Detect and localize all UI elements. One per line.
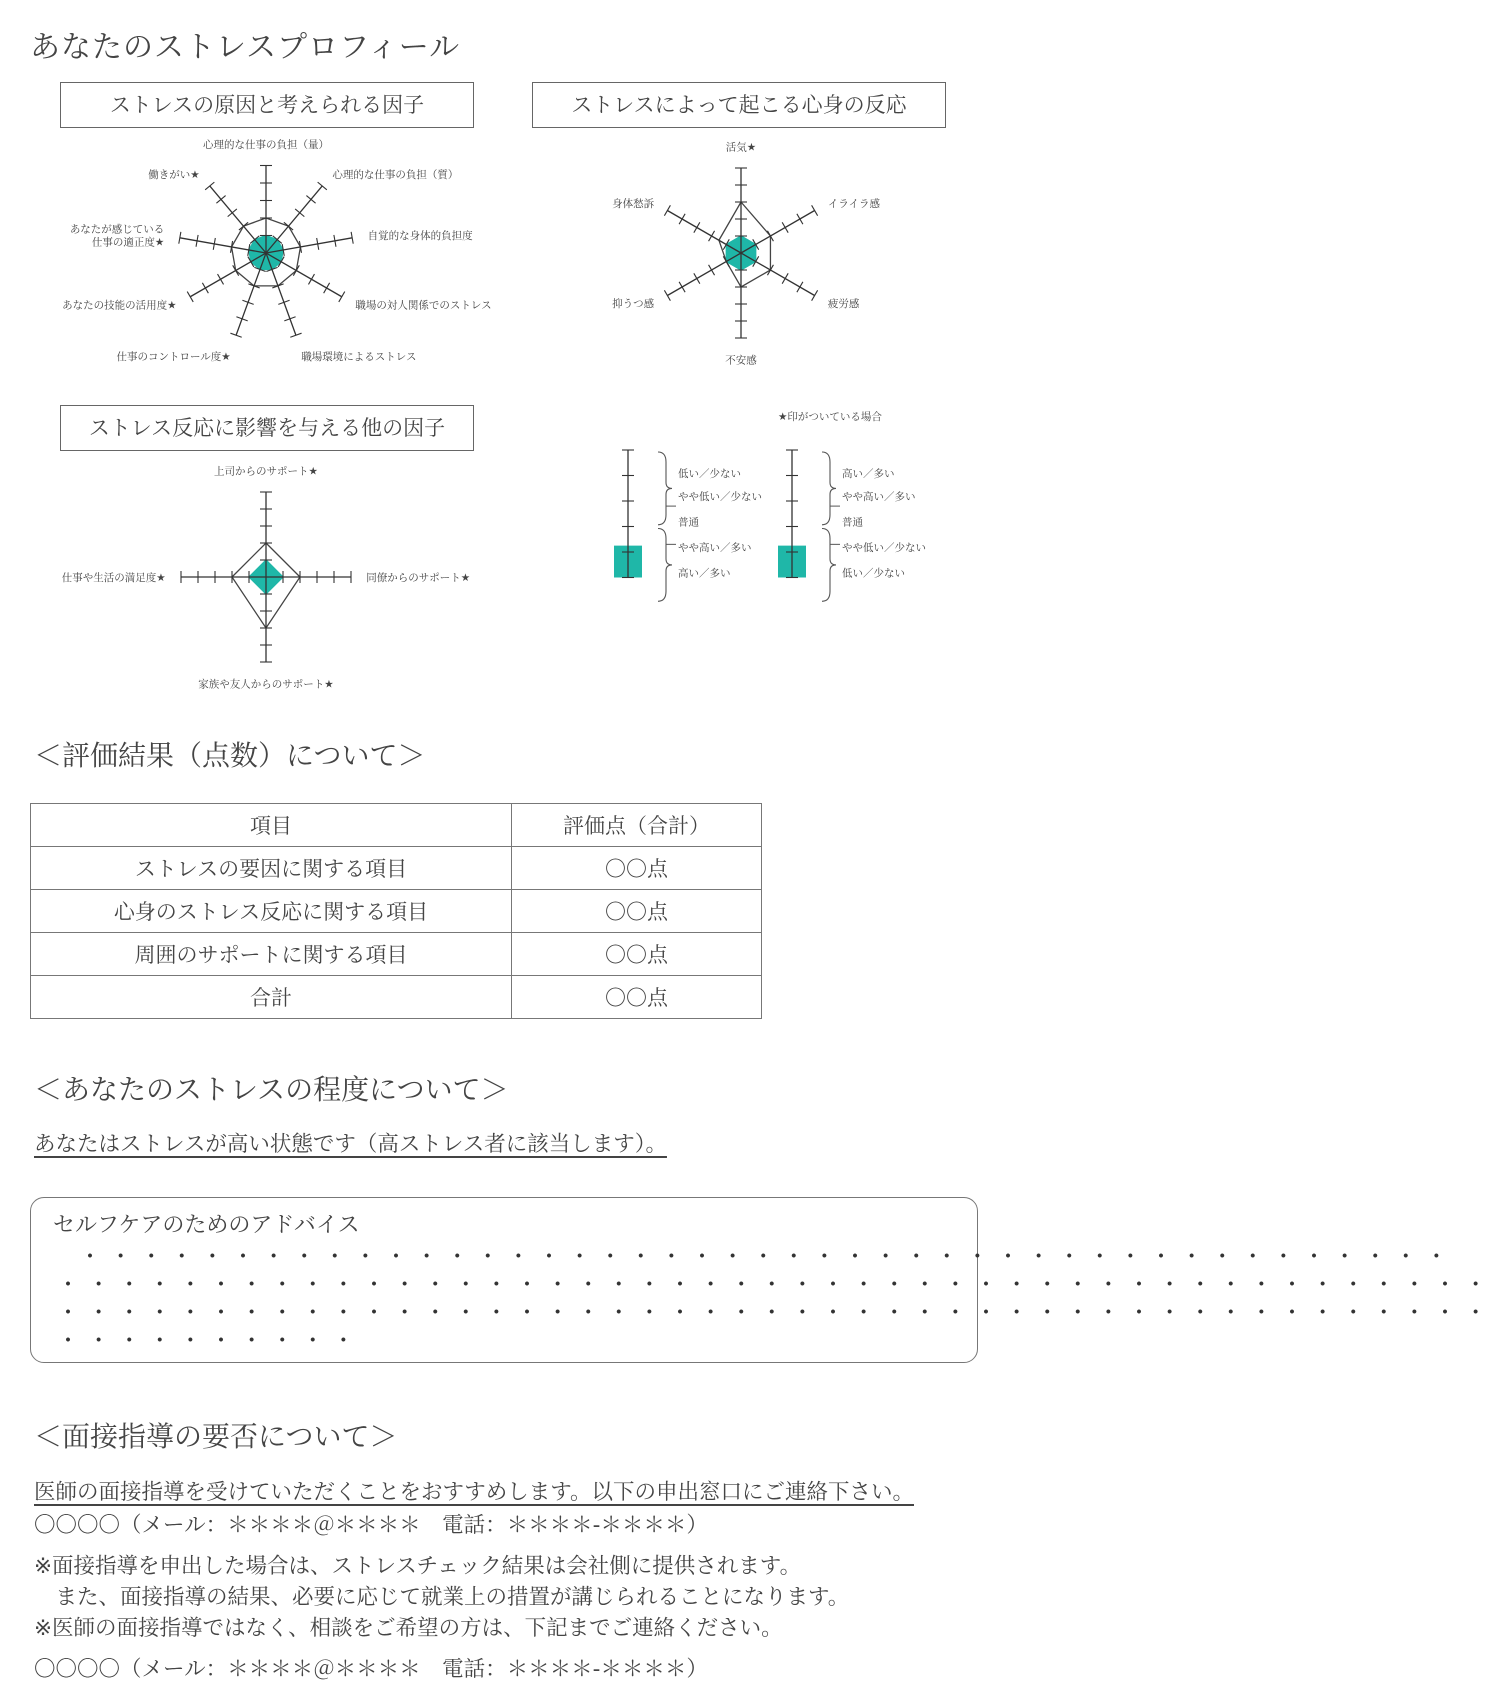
- axis-label: 仕事のコントロール度★: [116, 351, 231, 364]
- axis-line: [741, 253, 815, 296]
- axis-label: 不安感: [725, 354, 757, 367]
- axis-tick: [308, 274, 314, 284]
- axis-tick: [709, 265, 715, 275]
- table-cell-item: ストレスの要因に関する項目: [31, 847, 512, 890]
- axis-label: 自覚的な身体的負担度: [367, 230, 473, 243]
- table-cell-score: 〇〇点: [512, 847, 762, 890]
- note-line: ※医師の面接指導ではなく、相談をご希望の方は、下記までご連絡ください。: [34, 1616, 783, 1641]
- axis-label: あなたの技能の活用度★: [62, 299, 177, 312]
- axis-tick: [797, 214, 803, 224]
- axis-label: 働きがい★: [148, 168, 200, 181]
- legend-level-label: やや高い／多い: [842, 490, 916, 503]
- legend-brace: [658, 529, 672, 602]
- legend-scale-star: [778, 410, 926, 601]
- axis-tick: [694, 222, 700, 232]
- axis-label: 同僚からのサポート★: [366, 572, 471, 584]
- table-row: [31, 976, 762, 1019]
- legend-level-label: 普通: [678, 516, 699, 529]
- axis-tick: [694, 273, 700, 283]
- radar-chart-stress-causes: [62, 138, 491, 363]
- axis-tick: [339, 292, 345, 302]
- legend-level-label: やや低い／少ない: [678, 490, 762, 503]
- legend-level-label: やや高い／多い: [678, 541, 752, 554]
- score-heading: ＜評価結果（点数）について＞: [34, 739, 426, 772]
- table-header-score: 評価点（合計）: [512, 804, 762, 847]
- axis-tick: [202, 283, 208, 293]
- level-statement: あなたはストレスが高い状態です（高ストレス者に該当します）。: [34, 1132, 667, 1157]
- axis-label: 疲労感: [827, 298, 860, 311]
- axis-line: [266, 253, 296, 335]
- axis-tick: [218, 274, 224, 284]
- interview-recommend: 医師の面接指導を受けていただくことをおすすめします。以下の申出窓口にご連絡下さい。: [34, 1480, 914, 1505]
- axis-tick: [295, 209, 304, 217]
- legend-level-label: 高い／多い: [678, 567, 731, 580]
- axis-tick: [709, 231, 715, 241]
- level-heading: ＜あなたのストレスの程度について＞: [34, 1073, 509, 1106]
- table-cell-score: 〇〇点: [512, 890, 762, 933]
- advice-line: ・・・・・・・・・・・・・・・・・・・・・・・・・・・・・・・・・・・・・・・・・・・・・・・: [57, 1273, 1495, 1298]
- table-cell-item: 周囲のサポートに関する項目: [31, 933, 512, 976]
- legend-title: ★印がついている場合: [778, 411, 882, 423]
- contact-secondary: 〇〇〇〇（メール：＊＊＊＊＠＊＊＊＊ 電話：＊＊＊＊-＊＊＊＊）: [34, 1657, 708, 1682]
- axis-line: [667, 211, 741, 254]
- axis-tick: [318, 182, 327, 190]
- radar-charts: [0, 0, 1000, 700]
- axis-label: 心理的な仕事の負担（量）: [203, 138, 329, 151]
- advice-line: ・・・・・・・・・・: [57, 1329, 364, 1354]
- axis-tick: [664, 290, 670, 300]
- axis-tick: [679, 214, 685, 224]
- axis-tick: [782, 273, 788, 283]
- legend-level-label: やや低い／少ない: [842, 541, 926, 554]
- chart2-title: ストレスによって起こる心身の反応: [532, 82, 946, 128]
- axis-tick: [664, 205, 670, 215]
- axis-label: あなたが感じている: [69, 223, 165, 236]
- axis-tick: [216, 196, 225, 204]
- axis-tick: [812, 205, 818, 215]
- advice-line: ・・・・・・・・・・・・・・・・・・・・・・・・・・・・・・・・・・・・・・・・・・・・・: [79, 1245, 1457, 1270]
- axis-line: [210, 186, 266, 253]
- axis-tick: [187, 292, 193, 302]
- legend-level-label: 高い／多い: [842, 467, 895, 480]
- interview-heading: ＜面接指導の要否について＞: [34, 1420, 398, 1453]
- axis-label: 心理的な仕事の負担（質）: [332, 168, 459, 181]
- table-cell-item: 合計: [31, 976, 512, 1019]
- axis-tick: [284, 222, 293, 230]
- legend-brace: [822, 529, 836, 602]
- axis-label: 職場環境によるストレス: [301, 351, 417, 364]
- score-table: [30, 803, 762, 1019]
- note-line: ※面接指導を申出した場合は、ストレスチェック結果は会社側に提供されます。: [34, 1554, 802, 1579]
- axis-line: [667, 253, 741, 296]
- axis-line: [190, 253, 266, 297]
- axis-tick: [228, 209, 237, 217]
- table-row: [31, 847, 762, 890]
- table-row: [31, 933, 762, 976]
- axis-label: 上司からのサポート★: [214, 465, 318, 478]
- table-header-row: [31, 804, 762, 847]
- radar-chart-stress-reactions: [612, 141, 880, 367]
- legend-level-label: 普通: [842, 516, 863, 529]
- axis-label: 仕事の適正度★: [91, 236, 165, 249]
- table-row: [31, 890, 762, 933]
- advice-line: ・・・・・・・・・・・・・・・・・・・・・・・・・・・・・・・・・・・・・・・・・・・・・・・: [57, 1301, 1495, 1326]
- axis-tick: [324, 283, 330, 293]
- axis-tick: [797, 282, 803, 292]
- advice-box: [30, 1197, 1495, 1363]
- table-cell-score: 〇〇点: [512, 933, 762, 976]
- radar-chart-other-factors: [62, 465, 470, 691]
- axis-label: 抑うつ感: [612, 298, 655, 311]
- legend-brace: [658, 452, 672, 525]
- axis-tick: [306, 196, 315, 204]
- advice-title: セルフケアのためのアドバイス: [53, 1213, 360, 1238]
- table-cell-item: 心身のストレス反応に関する項目: [31, 890, 512, 933]
- axis-label: イライラ感: [827, 197, 881, 210]
- note-line: また、面接指導の結果、必要に応じて就業上の措置が講じられることになります。: [34, 1585, 850, 1610]
- chart3-title: ストレス反応に影響を与える他の因子: [60, 405, 474, 451]
- axis-label: 身体愁訴: [612, 197, 655, 210]
- axis-tick: [812, 290, 818, 300]
- legend-brace: [822, 452, 836, 525]
- chart1-title: ストレスの原因と考えられる因子: [60, 82, 474, 128]
- axis-label: 家族や友人からのサポート★: [198, 678, 334, 691]
- legend-level-label: 低い／少ない: [678, 467, 741, 480]
- axis-tick: [205, 182, 214, 190]
- axis-label: 仕事や生活の満足度★: [61, 572, 166, 584]
- table-header-item: 項目: [31, 804, 512, 847]
- contact-primary: 〇〇〇〇（メール：＊＊＊＊＠＊＊＊＊ 電話：＊＊＊＊-＊＊＊＊）: [34, 1513, 708, 1538]
- page-title: あなたのストレスプロフィール: [30, 30, 461, 65]
- axis-tick: [679, 282, 685, 292]
- axis-line: [741, 211, 815, 254]
- axis-line: [266, 186, 322, 253]
- legend-scale-normal: [614, 450, 762, 601]
- axis-tick: [782, 222, 788, 232]
- axis-tick: [239, 222, 248, 230]
- axis-line: [266, 253, 342, 297]
- table-cell-score: 〇〇点: [512, 976, 762, 1019]
- axis-label: 活気★: [725, 141, 757, 154]
- legend-level-label: 低い／少ない: [842, 567, 905, 580]
- axis-line: [236, 253, 266, 335]
- axis-label: 職場の対人関係でのストレス: [355, 299, 492, 312]
